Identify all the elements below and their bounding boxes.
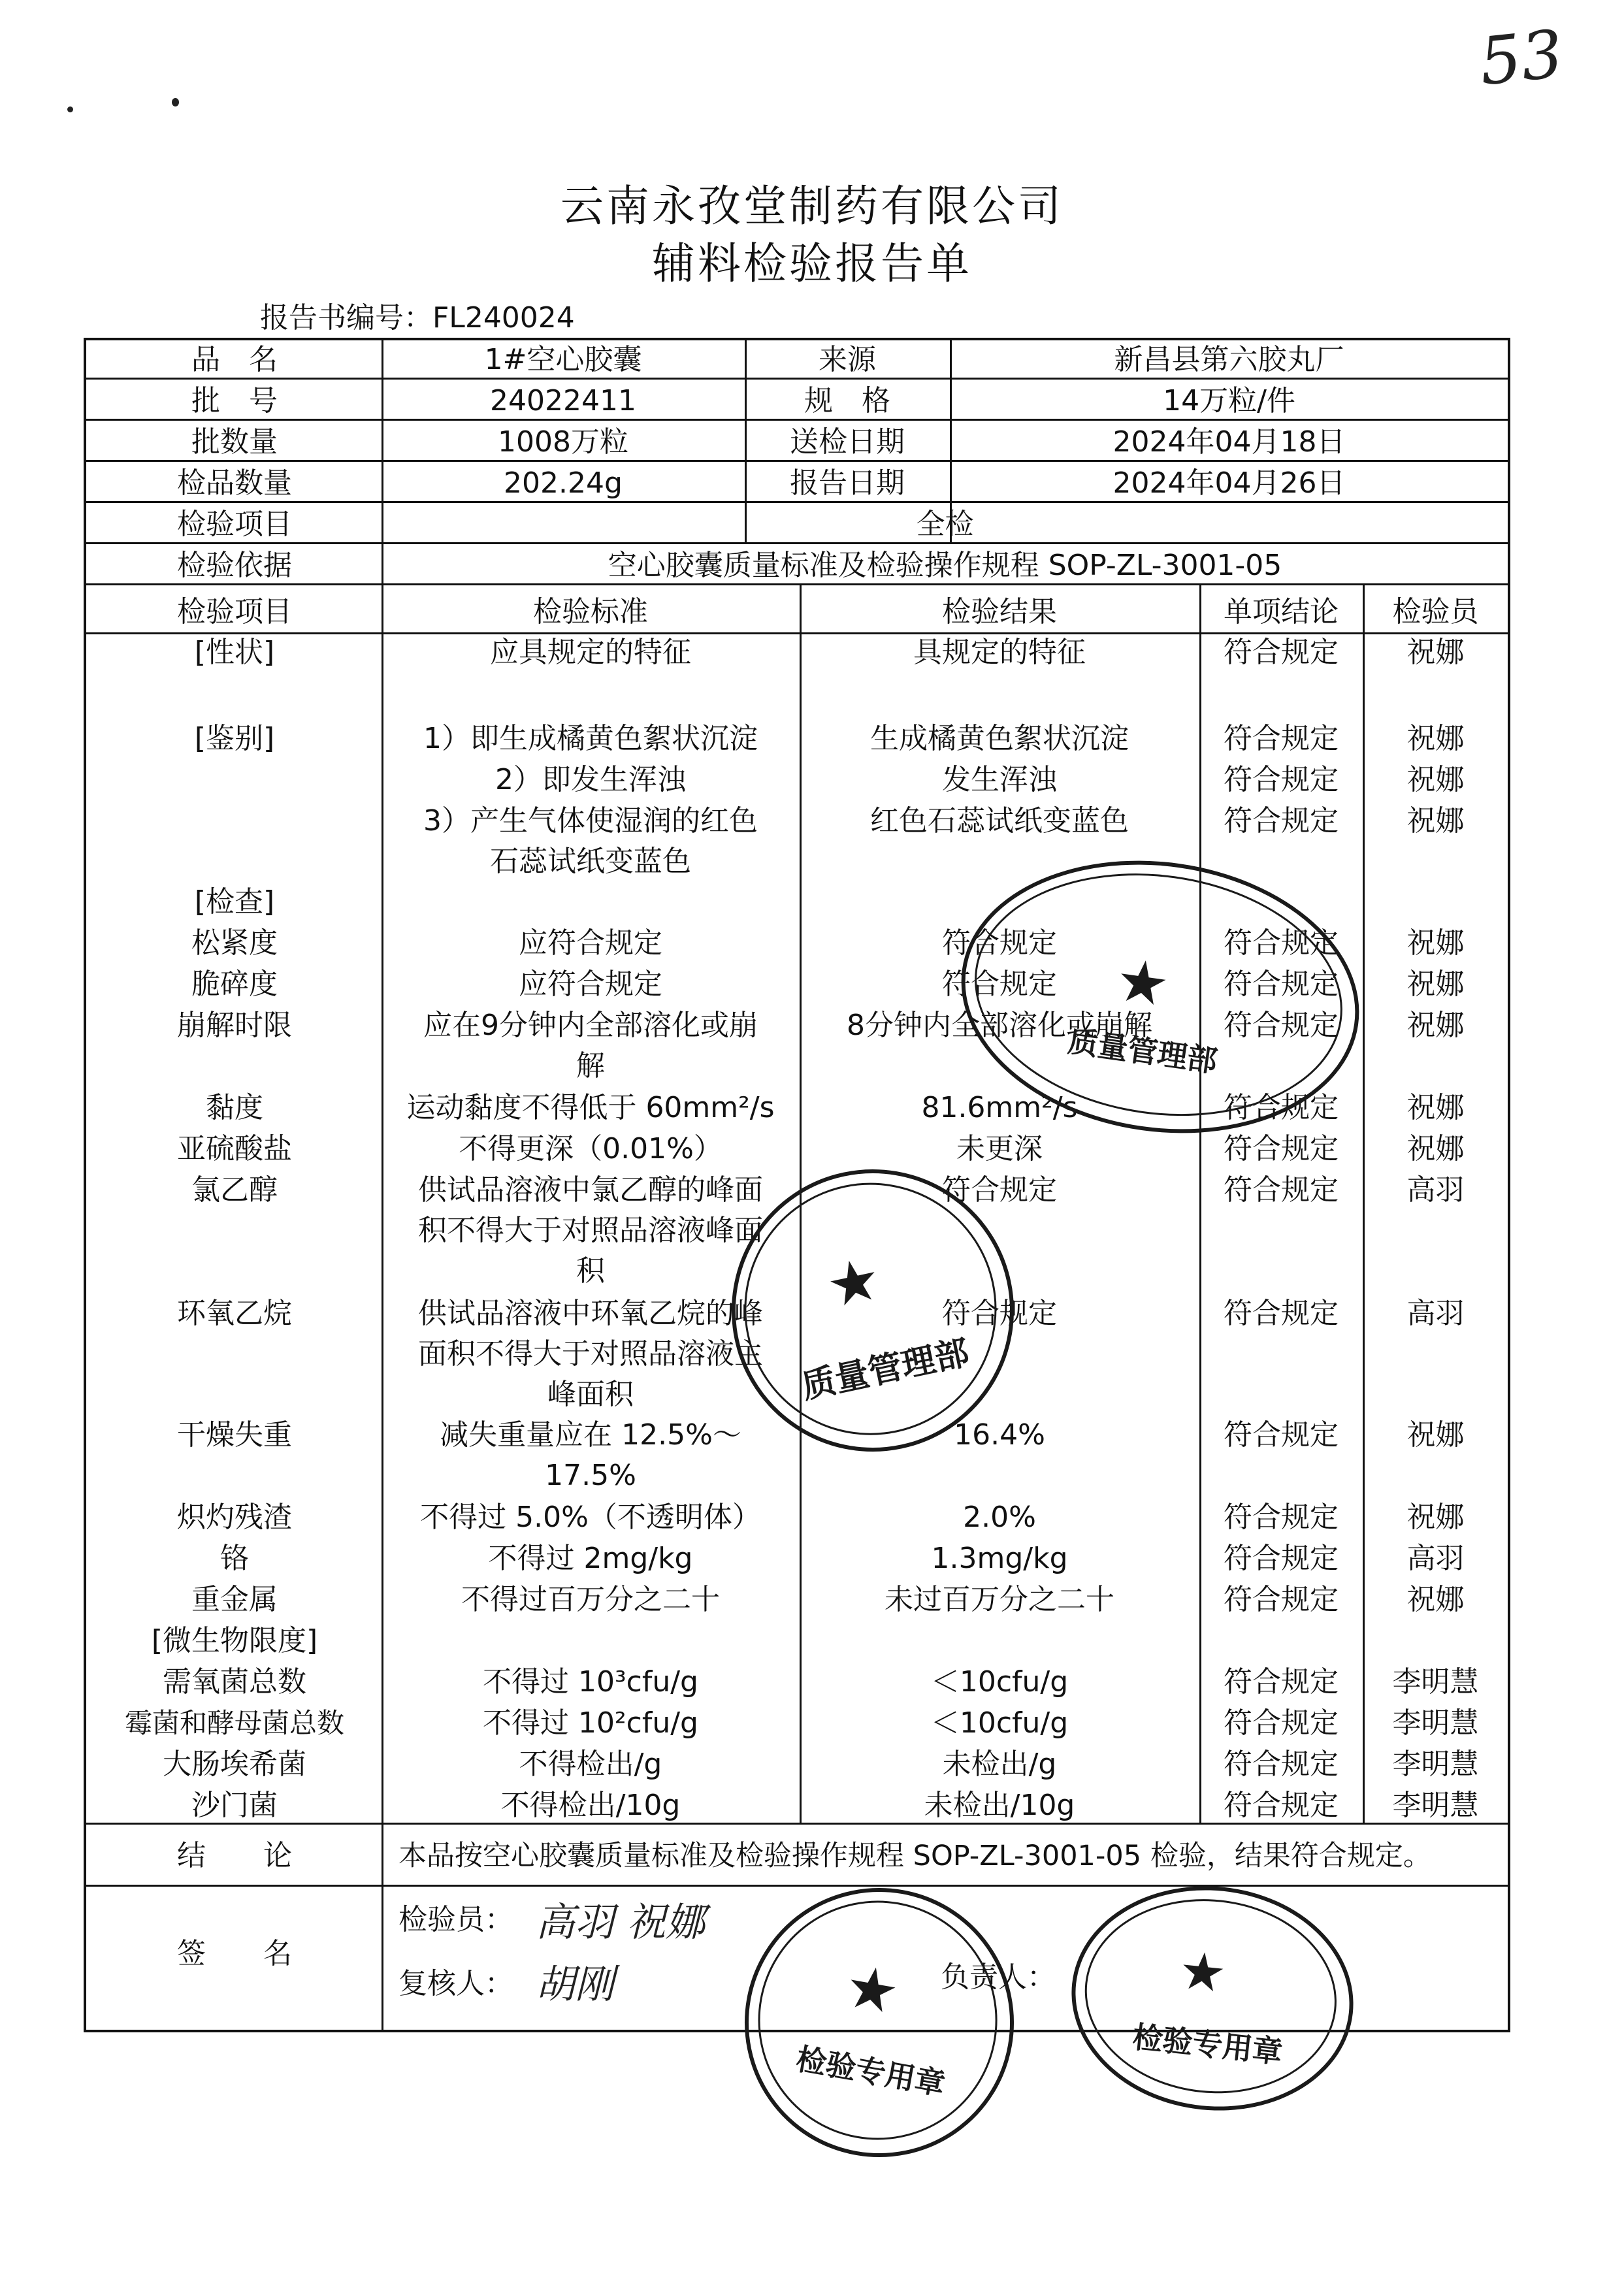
row-result: 1.3mg/kg: [931, 1542, 1068, 1575]
stamp-qc-a: ★ 质量管理部: [943, 836, 1376, 1158]
col-header-conclusion: 单项结论: [1224, 595, 1339, 628]
row-item: 环氧乙烷: [177, 1297, 292, 1330]
row-standard: 不得过 5.0%（不透明体）: [420, 1501, 761, 1534]
stamp-inspect-b: ★ 检验专用章: [1060, 1872, 1364, 2124]
basis-label: 检验依据: [177, 549, 292, 582]
row-result: 发生浑浊: [942, 763, 1057, 796]
row-conclusion: 符合规定: [1224, 1132, 1339, 1165]
row-item: 需氧菌总数: [163, 1665, 306, 1699]
row-standard: 不得过 10³cfu/g: [483, 1665, 698, 1699]
row-inspector: 高羽: [1406, 1542, 1465, 1575]
sign-label: 签 名: [177, 1937, 292, 1970]
row-inspector: 祝娜: [1406, 1418, 1465, 1452]
row-conclusion: 符合规定: [1224, 636, 1339, 669]
spec-label: 规 格: [804, 384, 890, 417]
batch-value: 24022411: [490, 384, 636, 417]
row-result: 2.0%: [963, 1501, 1036, 1534]
row-item: 崩解时限: [177, 1009, 292, 1042]
row-conclusion: 符合规定: [1224, 926, 1339, 960]
responsible-label: 负责人：: [941, 1960, 1056, 1994]
row-standard: 运动黏度不得低于 60mm²/s: [406, 1091, 775, 1124]
row-inspector: 高羽: [1406, 1297, 1465, 1330]
row-conclusion: 符合规定: [1224, 1009, 1339, 1042]
row-conclusion: 符合规定: [1224, 1706, 1339, 1740]
col-header-item: 检验项目: [177, 595, 292, 628]
company-name: 云南永孜堂制药有限公司: [560, 181, 1064, 231]
batch-qty-value: 1008万粒: [498, 425, 628, 459]
stamp-qc-b: ★ 质量管理部: [706, 1143, 1040, 1478]
row-standard: 供试品溶液中环氧乙烷的峰: [418, 1297, 763, 1330]
row-conclusion: 符合规定: [1224, 968, 1339, 1001]
row-item: 重金属: [191, 1583, 278, 1616]
submit-date-value: 2024年04月18日: [1112, 425, 1346, 459]
report-date-value: 2024年04月26日: [1112, 466, 1346, 500]
row-inspector: 祝娜: [1406, 636, 1465, 669]
row-conclusion: 符合规定: [1224, 1583, 1339, 1616]
row-result: 符合规定: [942, 968, 1057, 1001]
row-item: 氯乙醇: [191, 1173, 278, 1207]
row-conclusion: 符合规定: [1224, 1173, 1339, 1207]
row-result: ＜10cfu/g: [930, 1706, 1069, 1740]
row-conclusion: 符合规定: [1224, 763, 1339, 796]
row-inspector: 高羽: [1406, 1173, 1465, 1207]
page-number: 53: [1476, 15, 1567, 101]
row-standard: 不得过 10²cfu/g: [483, 1706, 698, 1740]
row-inspector: 李明慧: [1392, 1665, 1479, 1699]
row-standard: 应在9分钟内全部溶化或崩: [423, 1009, 758, 1042]
row-conclusion: 符合规定: [1224, 1297, 1339, 1330]
row-standard: 应符合规定: [519, 926, 662, 960]
row-standard: 石蕊试纸变蓝色: [490, 845, 691, 878]
row-result: 未过百万分之二十: [885, 1583, 1114, 1616]
row-standard: 供试品溶液中氯乙醇的峰面: [418, 1173, 763, 1207]
row-inspector: 祝娜: [1406, 1091, 1465, 1124]
row-inspector: 李明慧: [1392, 1748, 1479, 1781]
row-item: 黏度: [206, 1091, 263, 1124]
conclusion-label: 结 论: [177, 1839, 292, 1872]
row-standard: 17.5%: [545, 1459, 636, 1492]
row-item: 大肠埃希菌: [163, 1748, 306, 1781]
spec-value: 14万粒/件: [1163, 384, 1295, 417]
row-item: [检查]: [194, 885, 275, 919]
row-result: 符合规定: [942, 1173, 1057, 1207]
row-result: ＜10cfu/g: [930, 1665, 1069, 1699]
basis-value: 空心胶囊质量标准及检验操作规程 SOP-ZL-3001-05: [608, 549, 1282, 582]
row-inspector: 祝娜: [1406, 1583, 1465, 1616]
inspector-label: 检验员：: [398, 1903, 513, 1936]
row-standard: 3）产生气体使湿润的红色: [423, 804, 758, 838]
row-item: 松紧度: [191, 926, 278, 960]
row-standard: 应符合规定: [519, 968, 662, 1001]
source-value: 新昌县第六胶丸厂: [1114, 343, 1344, 376]
row-result: 8分钟内全部溶化或崩解: [847, 1009, 1152, 1042]
row-result: 16.4%: [954, 1418, 1045, 1452]
row-conclusion: 符合规定: [1224, 722, 1339, 755]
row-inspector: 李明慧: [1392, 1706, 1479, 1740]
report-date-label: 报告日期: [790, 466, 905, 500]
inspector-signature: 高羽 祝娜: [536, 1900, 706, 1945]
row-inspector: 李明慧: [1392, 1789, 1479, 1822]
row-standard: 不得检出/g: [519, 1748, 662, 1781]
row-item: 干燥失重: [177, 1418, 292, 1452]
sample-qty-value: 202.24g: [504, 466, 623, 500]
row-item: 沙门菌: [191, 1789, 278, 1822]
row-conclusion: 符合规定: [1224, 1748, 1339, 1781]
row-result: 未检出/10g: [924, 1789, 1075, 1822]
row-standard: 应具规定的特征: [490, 636, 691, 669]
row-inspector: 祝娜: [1406, 722, 1465, 755]
row-inspector: 祝娜: [1406, 763, 1465, 796]
row-standard: 解: [576, 1049, 605, 1082]
row-standard: 积: [576, 1254, 605, 1288]
test-item-value: 全检: [916, 508, 974, 541]
reviewer-label: 复核人：: [398, 1967, 513, 2000]
row-standard: 积不得大于对照品溶液峰面: [418, 1214, 763, 1247]
row-item: 炽灼残渣: [177, 1501, 292, 1534]
row-inspector: 祝娜: [1406, 1009, 1465, 1042]
stamp-inspect-a: ★ 检验专用章: [723, 1866, 1035, 2178]
row-conclusion: 符合规定: [1224, 1542, 1339, 1575]
col-header-standard: 检验标准: [533, 595, 648, 628]
row-conclusion: 符合规定: [1224, 1418, 1339, 1452]
row-standard: 不得过百万分之二十: [461, 1583, 720, 1616]
row-standard: 不得更深（0.01%）: [459, 1132, 723, 1165]
row-standard: 不得过 2mg/kg: [488, 1542, 693, 1575]
row-item: 铬: [220, 1542, 249, 1575]
row-item: [性状]: [194, 636, 275, 669]
row-result: 未更深: [956, 1132, 1043, 1165]
name-label: 品 名: [191, 343, 278, 376]
report-number: 报告书编号：FL240024: [260, 301, 575, 334]
document-title: 辅料检验报告单: [652, 238, 972, 289]
col-header-result: 检验结果: [942, 595, 1057, 628]
row-result: 未检出/g: [942, 1748, 1057, 1781]
source-label: 来源: [819, 343, 876, 376]
submit-date-label: 送检日期: [790, 425, 905, 459]
row-conclusion: 符合规定: [1224, 804, 1339, 838]
name-value: 1#空心胶囊: [484, 343, 642, 376]
row-inspector: 祝娜: [1406, 926, 1465, 960]
col-header-inspector: 检验员: [1392, 595, 1479, 628]
batch-label: 批 号: [191, 384, 278, 417]
row-result: 符合规定: [942, 1297, 1057, 1330]
row-standard: 2）即发生浑浊: [495, 763, 686, 796]
row-conclusion: 符合规定: [1224, 1789, 1339, 1822]
sample-qty-label: 检品数量: [177, 466, 292, 500]
reviewer-signature: 胡刚: [536, 1962, 614, 2008]
row-conclusion: 符合规定: [1224, 1665, 1339, 1699]
row-conclusion: 符合规定: [1224, 1501, 1339, 1534]
row-standard: 减失重量应在 12.5%～: [440, 1418, 741, 1452]
row-inspector: 祝娜: [1406, 1501, 1465, 1534]
row-standard: 面积不得大于对照品溶液主: [418, 1337, 763, 1371]
batch-qty-label: 批数量: [191, 425, 278, 459]
row-result: 生成橘黄色絮状沉淀: [870, 722, 1129, 755]
row-inspector: 祝娜: [1406, 804, 1465, 838]
row-item: 霉菌和酵母菌总数: [124, 1707, 344, 1739]
test-item-label: 检验项目: [177, 508, 292, 541]
row-result: 符合规定: [942, 926, 1057, 960]
row-item: [微生物限度]: [151, 1624, 318, 1657]
row-standard: 峰面积: [547, 1378, 634, 1411]
row-result: 具规定的特征: [913, 636, 1086, 669]
row-item: 亚硫酸盐: [177, 1132, 292, 1165]
row-standard: 1）即生成橘黄色絮状沉淀: [423, 722, 758, 755]
row-inspector: 祝娜: [1406, 1132, 1465, 1165]
scan-speck: [67, 106, 73, 112]
conclusion-text: 本品按空心胶囊质量标准及检验操作规程 SOP-ZL-3001-05 检验，结果符合规定。: [398, 1840, 1431, 1872]
table-rule: [86, 1885, 1508, 1887]
row-inspector: 祝娜: [1406, 968, 1465, 1001]
row-standard: 不得检出/10g: [500, 1789, 681, 1822]
row-item: [鉴别]: [194, 722, 275, 755]
row-result: 81.6mm²/s: [921, 1091, 1078, 1124]
row-item: 脆碎度: [191, 968, 278, 1001]
row-conclusion: 符合规定: [1224, 1091, 1339, 1124]
row-result: 红色石蕊试纸变蓝色: [870, 804, 1129, 838]
scan-speck: [172, 98, 179, 106]
